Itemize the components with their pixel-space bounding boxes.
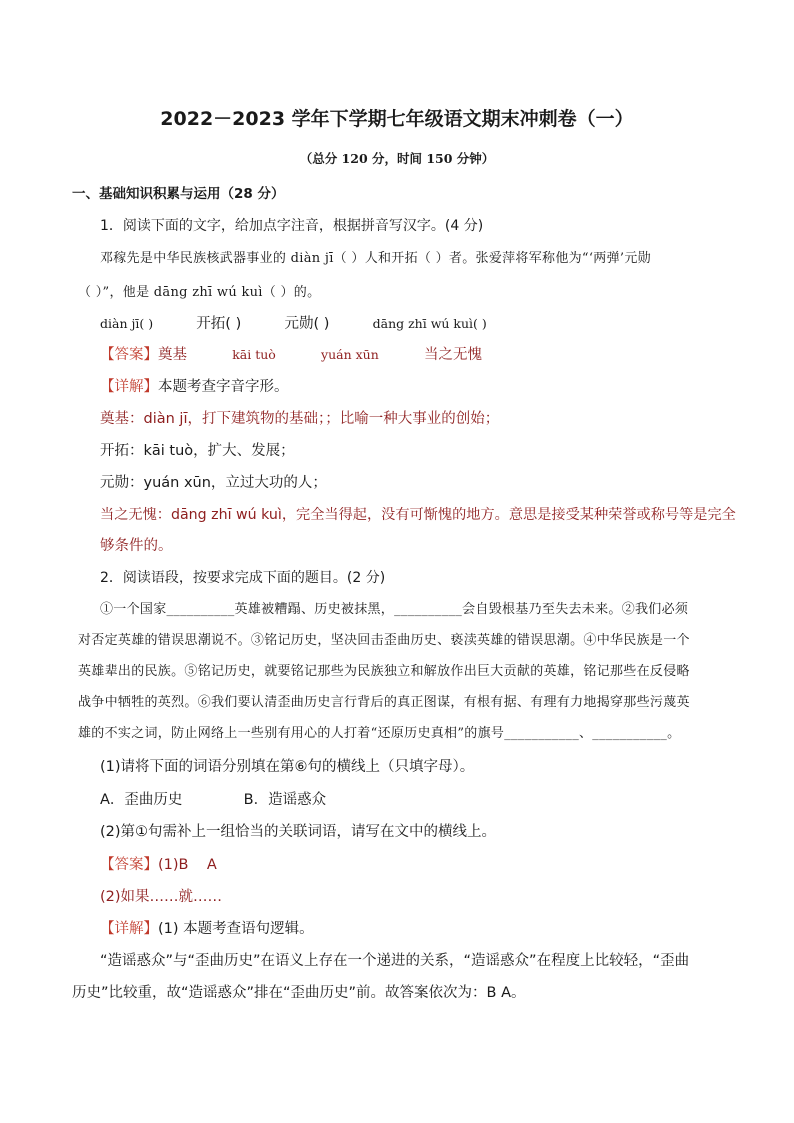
page-subtitle: （总分 120 分，时间 150 分钟） (299, 151, 495, 166)
question-2-explanation-line-1: “造谣惑众”与“歪曲历史”在语义上存在一个递进的关系，“造谣惑众”在程度上比较轻，“歪曲 (100, 953, 690, 969)
question-2-subquestion-1: (1)请将下面的词语分别填在第⑥句的横线上（只填字母）。 (100, 759, 475, 775)
question-2-explanation-line-2: 历史”比较重，故“造谣惑众”排在“歪曲历史”前。故答案依次为：B A。 (72, 985, 526, 1001)
question-2-subquestion-2: (2)第①句需补上一组恰当的关联词语，请写在文中的横线上。 (100, 824, 497, 840)
explanation-kaituo: 开拓：kāi tuò，扩大、发展； (100, 443, 295, 459)
answer-item: 奠基 (158, 347, 187, 363)
answer-part-1: (1)B A (158, 857, 217, 873)
question-2-passage-line-3: 英雄辈出的民族。⑤铭记历史，就要铭记那些为民族独立和解放作出巨大贡献的英雄，铭记那些在反侵略 (78, 664, 690, 679)
question-2-passage-line-2: 对否定英雄的错误思潮说不。③铭记历史，坚决回击歪曲历史、亵渎英雄的错误思潮。④中华民族是一个 (78, 633, 690, 648)
question-1-detail (100, 377, 725, 397)
question-2-detail (100, 919, 725, 939)
answer-item: 当之无愧 (424, 347, 483, 363)
question-2-options (100, 790, 725, 810)
question-2-passage-line-4: 战争中牺牲的英烈。⑥我们要认清歪曲历史言行背后的真正图谋，有根有据、有理有力地揭穿那些污蔑英 (78, 695, 690, 710)
answer-item: kāi tuò (232, 347, 276, 362)
item-kaituo: 开拓( ) (196, 316, 242, 332)
detail-text: (1) 本题考查语句逻辑。 (158, 921, 314, 937)
question-2-passage-line-1: ①一个国家__________英雄被糟蹋、历史被抹黑，__________会自毁根基乃至失去未来。②我们必须 (100, 602, 689, 617)
option-a: A．歪曲历史 (100, 792, 183, 808)
question-1-passage-line-2: （ ）”，他是 dāng zhī wú kuì（ ）的。 (78, 285, 321, 300)
detail-text: 本题考查字音字形。 (158, 379, 289, 395)
detail-tag: 【详解】 (100, 921, 158, 937)
item-dangzhiwukui: dāng zhī wú kuì( ) (372, 316, 487, 331)
answer-part-2: (2)如果……就…… (100, 889, 223, 905)
question-1-stem: 1．阅读下面的文字，给加点字注音，根据拼音写汉字。(4 分) (100, 218, 484, 234)
question-1-items (100, 314, 725, 334)
question-2-stem: 2．阅读语段，按要求完成下面的题目。(2 分) (100, 570, 386, 586)
question-2-passage-line-5: 雄的不实之词，防止网络上一些别有用心的人打着“还原历史真相”的旗号___________、___________。 (78, 726, 681, 741)
page-title: 2022－2023 学年下学期七年级语文期末冲刺卷（一） (160, 108, 634, 130)
question-2-answer (100, 855, 725, 875)
question-1-passage-line-1: 邓稼先是中华民族核武器事业的 diàn jī（ ）人和开拓（ ）者。张爱萍将军称他为“‘两弹’元勋 (100, 251, 651, 266)
option-b: B．造谣惑众 (243, 792, 327, 808)
item-dianji: diàn jī( ) (100, 316, 154, 331)
detail-tag: 【详解】 (100, 379, 158, 395)
item-yuanxun: 元勋( ) (284, 316, 330, 332)
answer-item: yuán xūn (321, 347, 379, 362)
explanation-dangzhiwukui-line-2: 够条件的。 (100, 538, 173, 554)
answer-tag: 【答案】 (100, 347, 158, 363)
explanation-yuanxun: 元勋：yuán xūn，立过大功的人； (100, 475, 327, 491)
section-heading: 一、基础知识积累与运用（28 分） (72, 186, 285, 202)
explanation-dangzhiwukui-line-1: 当之无愧：dāng zhī wú kuì，完全当得起，没有可惭愧的地方。意思是接受某种荣誉或称号等是完全 (100, 507, 736, 523)
answer-tag: 【答案】 (100, 857, 158, 873)
explanation-dangzhiwukui (100, 505, 736, 525)
question-1-answer (100, 345, 725, 365)
explanation-dianji: 奠基：diàn jī，打下建筑物的基础；；比喻一种大事业的创始； (100, 411, 500, 427)
